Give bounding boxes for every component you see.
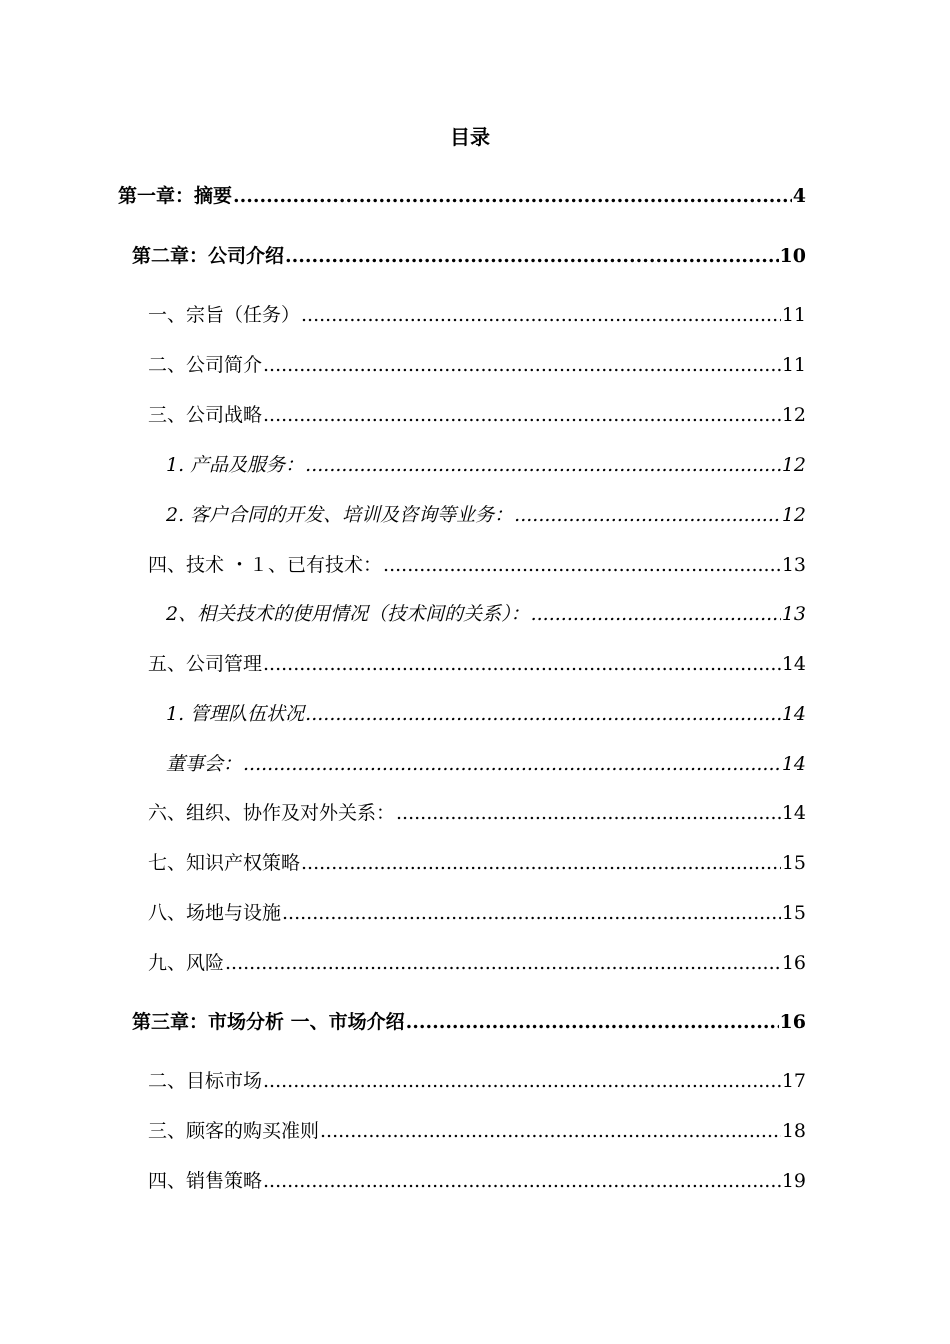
dot-leader	[305, 700, 781, 728]
toc-entry-page: 12	[781, 454, 806, 476]
dot-leader	[320, 1117, 781, 1145]
dot-leader	[282, 899, 781, 927]
toc-entry-chapter-2[interactable]	[132, 242, 806, 270]
dot-leader	[263, 401, 781, 429]
toc-entry-page: 16	[779, 1011, 806, 1033]
toc-entry-label: 第一章：摘要	[118, 185, 233, 207]
dot-leader	[514, 501, 781, 529]
dot-leader	[383, 551, 781, 579]
toc-entry-section[interactable]	[148, 899, 806, 927]
toc-entry-section[interactable]	[148, 799, 806, 827]
toc-entry-label: 1. 管理队伍状况	[166, 703, 305, 725]
toc-entry-page: 13	[781, 554, 806, 576]
toc-entry-page: 14	[781, 653, 806, 675]
dot-leader	[285, 242, 779, 270]
toc-title: 目录	[450, 125, 490, 149]
toc-entry-page: 17	[781, 1070, 806, 1092]
toc-entry-page: 12	[781, 504, 806, 526]
toc-entry-label: 二、目标市场	[148, 1070, 263, 1092]
toc-entry-label: 2、相关技术的使用情况（技术间的关系）：	[166, 603, 530, 625]
toc-entry-page: 11	[781, 304, 806, 326]
dot-leader	[301, 849, 781, 877]
toc-entry-label: 三、顾客的购买准则	[148, 1120, 320, 1142]
toc-entry-section[interactable]	[148, 650, 806, 678]
toc-entry-label: 第三章：市场分析 一、市场介绍	[132, 1011, 405, 1033]
toc-entry-label: 四、销售策略	[148, 1170, 263, 1192]
toc-entry-page: 14	[781, 703, 806, 725]
toc-entry-page: 15	[781, 852, 806, 874]
dot-leader	[263, 351, 781, 379]
toc-entry-chapter-1[interactable]	[118, 182, 806, 210]
dot-leader	[531, 600, 781, 628]
toc-entry-section[interactable]	[148, 849, 806, 877]
toc-entry-section[interactable]	[148, 401, 806, 429]
toc-entry-page: 10	[779, 245, 806, 267]
dot-leader	[406, 1008, 779, 1036]
dot-leader	[263, 1167, 781, 1195]
toc-entry-label: 一、宗旨（任务）	[148, 304, 301, 326]
toc-entry-subsection[interactable]	[166, 501, 806, 529]
toc-entry-page: 14	[781, 753, 806, 775]
toc-entry-section[interactable]	[148, 1167, 806, 1195]
toc-entry-subsection[interactable]	[166, 700, 806, 728]
toc-entry-page: 14	[781, 802, 806, 824]
dot-leader	[263, 650, 781, 678]
toc-entry-label: 五、公司管理	[148, 653, 263, 675]
toc-entry-label: 七、知识产权策略	[148, 852, 301, 874]
toc-entry-page: 12	[781, 404, 806, 426]
toc-entry-page: 11	[781, 354, 806, 376]
toc-entry-page: 4	[792, 185, 806, 207]
dot-leader	[396, 799, 781, 827]
toc-entry-page: 13	[781, 603, 806, 625]
toc-entry-page: 19	[781, 1170, 806, 1192]
toc-entry-subsection[interactable]	[166, 750, 806, 778]
dot-leader	[301, 301, 781, 329]
toc-entry-label: 董事会：	[166, 753, 243, 775]
toc-entry-label: 九、风险	[148, 952, 225, 974]
toc-entry-page: 16	[781, 952, 806, 974]
toc-entry-section[interactable]	[148, 1067, 806, 1095]
toc-entry-label: 2. 客户合同的开发、培训及咨询等业务：	[166, 504, 514, 526]
toc-entry-label: 八、场地与设施	[148, 902, 282, 924]
toc-entry-section[interactable]	[148, 351, 806, 379]
dot-leader	[233, 182, 792, 210]
toc-entry-label: 六、组织、协作及对外关系：	[148, 802, 396, 824]
toc-entry-section[interactable]	[148, 949, 806, 977]
toc-entry-subsection[interactable]	[166, 451, 806, 479]
toc-entry-label: 第二章：公司介绍	[132, 245, 285, 267]
toc-entry-section[interactable]	[148, 551, 806, 579]
toc-entry-label: 四、技术 ・１、已有技术：	[148, 554, 383, 576]
toc-entry-label: 三、公司战略	[148, 404, 263, 426]
dot-leader	[263, 1067, 781, 1095]
toc-entry-section[interactable]	[148, 301, 806, 329]
toc-entry-label: 二、公司简介	[148, 354, 263, 376]
toc-entry-subsection[interactable]	[166, 600, 806, 628]
dot-leader	[243, 750, 781, 778]
toc-entry-page: 15	[781, 902, 806, 924]
dot-leader	[305, 451, 781, 479]
toc-entry-section[interactable]	[148, 1117, 806, 1145]
dot-leader	[225, 949, 781, 977]
toc-entry-page: 18	[781, 1120, 806, 1142]
toc-entry-chapter-3[interactable]	[132, 1008, 806, 1036]
toc-entry-label: 1. 产品及服务：	[166, 454, 305, 476]
